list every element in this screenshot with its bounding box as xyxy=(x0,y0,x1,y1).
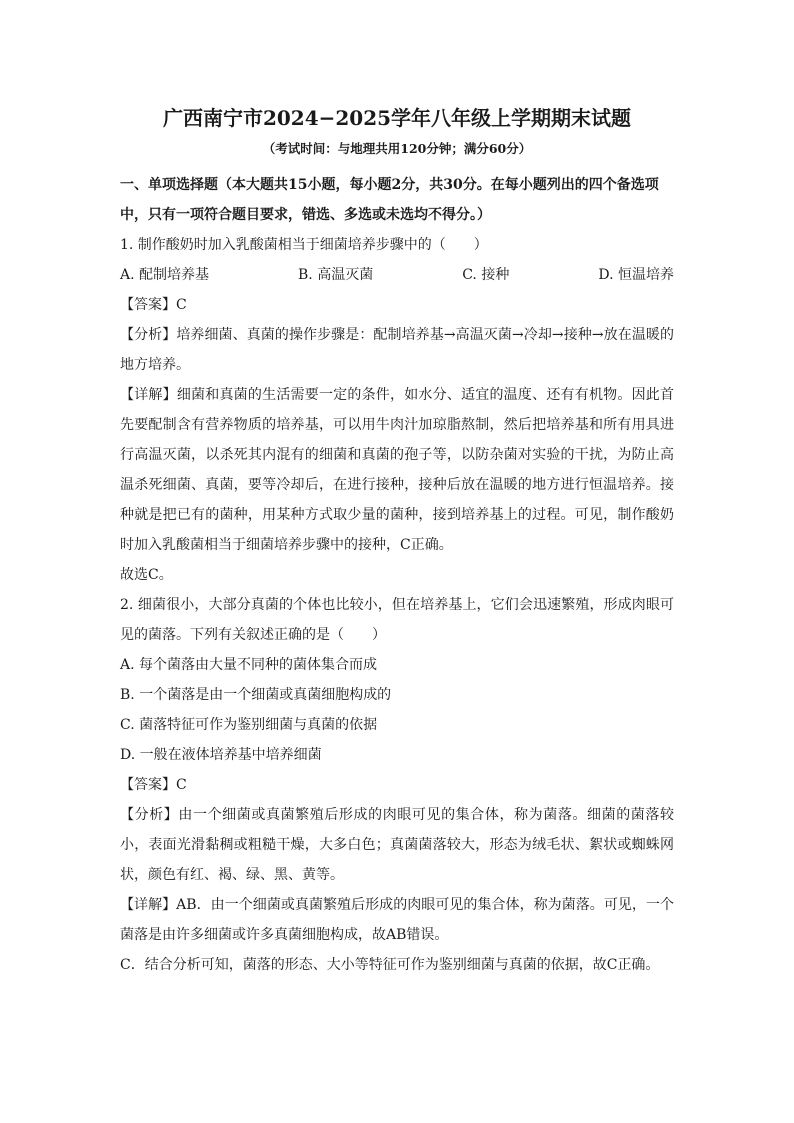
question-2-stem: 2. 细菌很小，大部分真菌的个体也比较小，但在培养基上，它们会迅速繁殖，形成肉眼可见的菌落。下列有关叙述正确的是（ ） xyxy=(120,597,674,643)
question-2-analysis: 【分析】由一个细菌或真菌繁殖后形成的肉眼可见的集合体，称为菌落。细菌的菌落较小，表面光滑黏稠或粗糙干燥，大多白色；真菌菌落较大，形态为绒毛状、絮状或蜘蛛网状，颜色有红、褐、绿、黑、黄等。 xyxy=(120,807,674,883)
question-2-option-a: A. 每个菌落由大量不同种的菌体集合而成 xyxy=(120,657,378,673)
question-1-stem: 1. 制作酸奶时加入乳酸菌相当于细菌培养步骤中的（ ） xyxy=(120,237,488,253)
question-1-analysis: 【分析】培养细菌、真菌的操作步骤是：配制培养基→高温灭菌→冷却→接种→放在温暖的地方培养。 xyxy=(120,327,674,373)
question-2-option-c: C. 菌落特征可作为鉴别细菌与真菌的依据 xyxy=(120,717,378,733)
question-2-detail-c: C．结合分析可知，菌落的形态、大小等特征可作为鉴别细菌与真菌的依据，故C正确。 xyxy=(120,957,660,973)
question-1-conclusion: 故选C。 xyxy=(120,567,173,583)
option-c: C. 接种 xyxy=(462,267,510,283)
document-title: 广西南宁市2024−2025学年八年级上学期期末试题 xyxy=(162,106,632,130)
question-2-detail-ab: 【详解】AB．由一个细菌或真菌繁殖后形成的肉眼可见的集合体，称为菌落。可见，一个菌落是由许多细菌或许多真菌细胞构成，故AB错误。 xyxy=(120,897,674,943)
question-1-answer: 【答案】C xyxy=(120,297,187,313)
question-2-option-b: B. 一个菌落是由一个细菌或真菌细胞构成的 xyxy=(120,687,392,703)
exam-info: （考试时间：与地理共用120分钟；满分60分） xyxy=(262,141,532,156)
option-a: A. 配制培养基 xyxy=(120,267,210,283)
question-1-options xyxy=(120,260,674,290)
question-1-detail: 【详解】细菌和真菌的生活需要一定的条件，如水分、适宜的温度、还有有机物。因此首先要配制含有营养物质的培养基，可以用牛肉汁加琼脂熬制，然后把培养基和所有用具进行高温灭菌，以杀死其内混有的细菌和真菌的孢子等，以防杂菌对实验的干扰，为防止高温杀死细菌、真菌，要等冷却后，在进行接种，接种后放在温暖的地方进行恒温培养。接种就是把已有的菌种，用某种方式取少量的菌种，接到培养基上的过程。可见，制作酸奶时加入乳酸菌相当于细菌培养步骤中的接种，C正确。 xyxy=(120,387,674,553)
option-d: D. 恒温培养 xyxy=(598,267,674,283)
question-2-option-d: D. 一般在液体培养基中培养细菌 xyxy=(120,747,322,763)
option-b: B. 高温灭菌 xyxy=(298,267,374,283)
section-heading: 一、单项选择题（本大题共15小题，每小题2分，共30分。在每小题列出的四个备选项中，只有一项符合题目要求，错选、多选或未选均不得分。） xyxy=(120,177,659,223)
question-2-answer: 【答案】C xyxy=(120,777,187,793)
